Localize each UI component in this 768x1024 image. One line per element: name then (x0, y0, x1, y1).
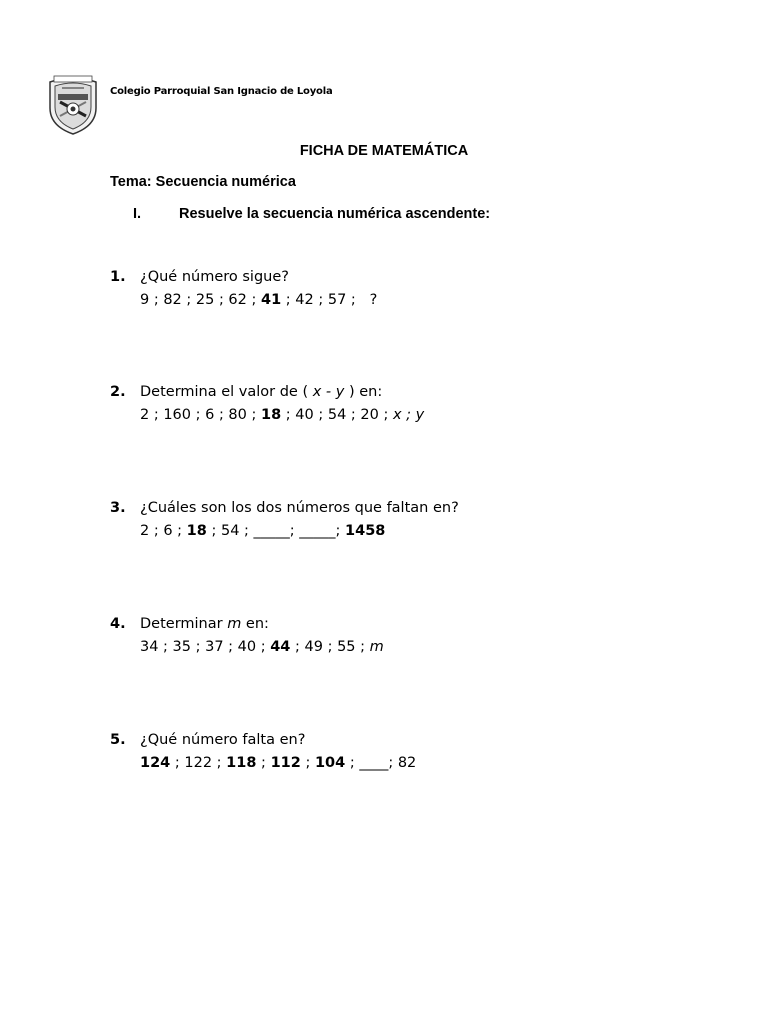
page-title: FICHA DE MATEMÁTICA (299, 143, 469, 159)
question-number: 1. (110, 269, 126, 285)
sequence-part: 124 (140, 755, 171, 771)
question-1 (110, 266, 377, 312)
sequence-part: 34 ; 35 ; 37 ; 40 ; (140, 639, 271, 655)
number-sequence (110, 289, 377, 312)
question-prompt: ¿Cuáles son los dos números que faltan en? (140, 500, 459, 516)
sequence-part: m (369, 639, 384, 655)
question-prompt: ¿Qué número falta en? (140, 732, 306, 748)
sequence-part: 104 (314, 755, 346, 771)
school-name: Colegio Parroquial San Ignacio de Loyola (110, 86, 333, 97)
school-crest-logo (46, 72, 100, 136)
question-prompt-variable: m (227, 616, 242, 632)
question-prompt-pre: Determinar (140, 616, 228, 632)
number-sequence (110, 520, 459, 543)
sequence-part: 9 ; 82 ; 25 ; 62 ; (140, 292, 261, 308)
sequence-part: ; (256, 755, 271, 771)
question-prompt: ¿Qué número sigue? (140, 269, 289, 285)
sequence-part: ; (300, 755, 315, 771)
sequence-part: ; 122 ; (170, 755, 227, 771)
sequence-part: 2 ; 6 ; (140, 523, 187, 539)
question-5 (110, 729, 416, 775)
sequence-part: ; 49 ; 55 ; (290, 639, 370, 655)
section-numeral: I. (133, 206, 142, 222)
question-number: 4. (110, 616, 126, 632)
sequence-part: 1458 (345, 523, 386, 539)
number-sequence (110, 404, 424, 427)
sequence-part: ; ____; 82 (345, 755, 417, 771)
question-prompt-variable: x - y (312, 384, 345, 400)
sequence-part: ; 40 ; 54 ; 20 ; (281, 407, 393, 423)
question-number: 3. (110, 500, 126, 516)
sequence-part: ; 42 ; 57 ; ? (281, 292, 378, 308)
sequence-part: 18 (261, 407, 282, 423)
question-number: 5. (110, 732, 126, 748)
number-sequence (110, 752, 416, 775)
question-3 (110, 497, 459, 543)
sequence-part: 44 (270, 639, 291, 655)
question-number: 2. (110, 384, 126, 400)
number-sequence (110, 636, 384, 659)
question-2 (110, 381, 424, 427)
sequence-part: 41 (261, 292, 282, 308)
section-heading (133, 206, 490, 222)
question-prompt-post: ) en: (344, 384, 383, 400)
sequence-part: 118 (226, 755, 257, 771)
section-instruction: Resuelve la secuencia numérica ascendente: (179, 206, 491, 222)
sequence-part: ; 54 ; _____; _____; (206, 523, 346, 539)
sequence-part: 112 (270, 755, 301, 771)
question-4 (110, 613, 384, 659)
sequence-part: 2 ; 160 ; 6 ; 80 ; (140, 407, 261, 423)
question-prompt-pre: Determina el valor de ( (140, 384, 313, 400)
topic-heading: Tema: Secuencia numérica (110, 174, 296, 190)
sequence-part: x ; y (392, 407, 425, 423)
question-prompt-post: en: (241, 616, 269, 632)
sequence-part: 18 (186, 523, 207, 539)
